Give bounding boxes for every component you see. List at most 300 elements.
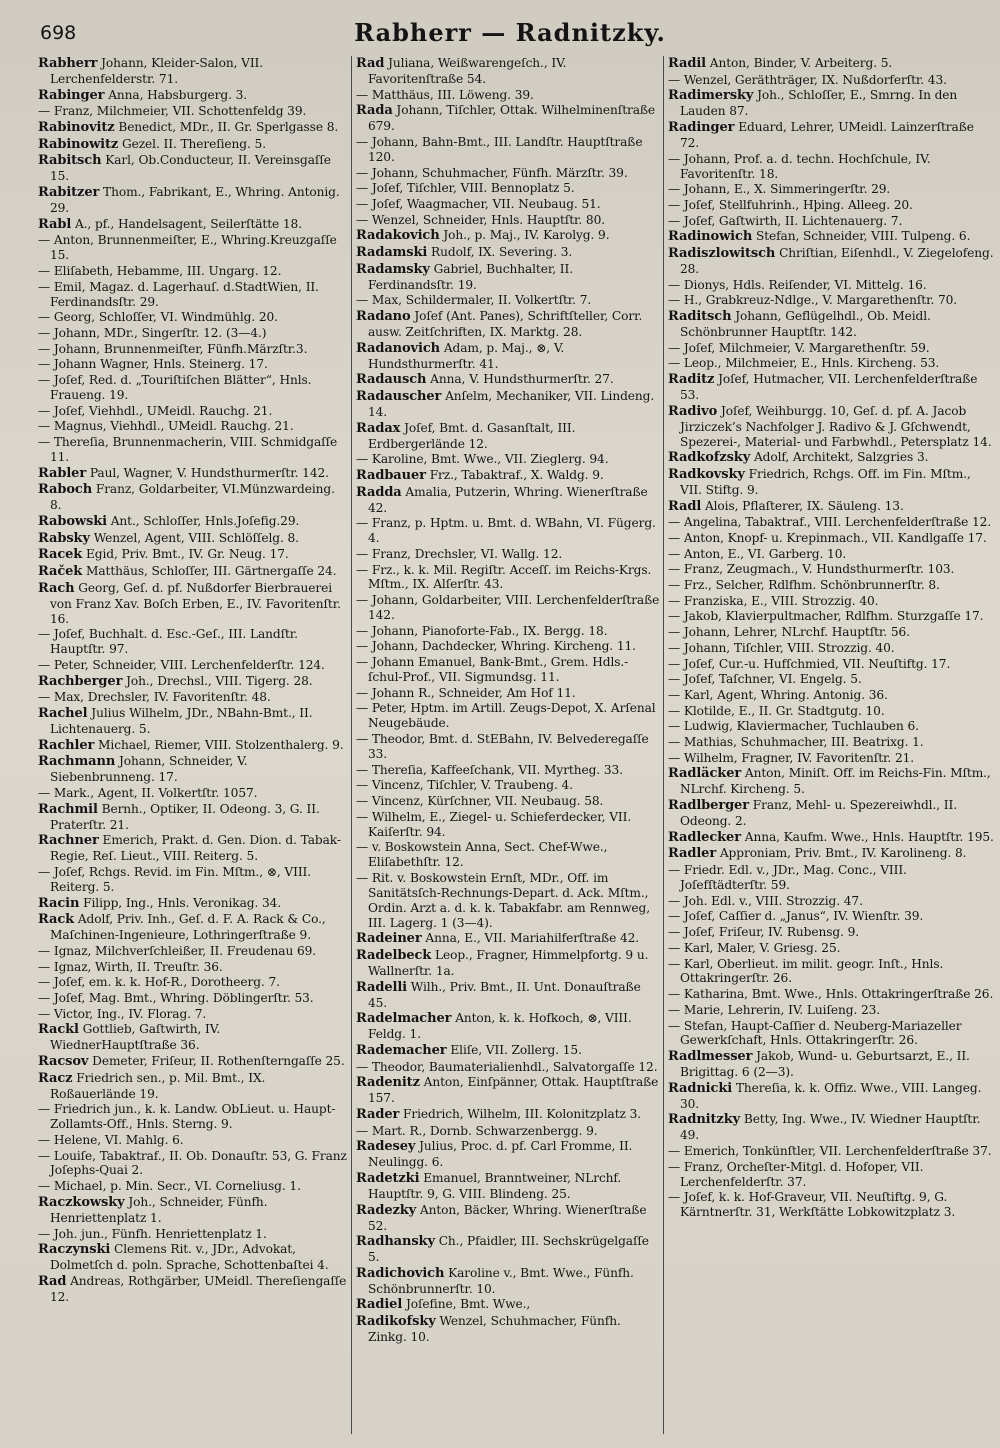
entry-details: — Frz., k. k. Mil. Regiſtr. Acceſſ. im Reichs-Krgs. Mſtm., IX. Alſerſtr. 43. xyxy=(356,562,652,592)
entry-details: Eliſe, VII. Zollerg. 15. xyxy=(450,1042,582,1057)
column-2 xyxy=(356,56,661,1434)
entry-details: Franz, Goldarbeiter, VI.Münzwardeing. 8. xyxy=(50,482,335,513)
directory-entry xyxy=(38,1071,350,1102)
entry-details: Johann, Schneider, V. Siebenbrunneng. 17. xyxy=(50,754,248,785)
entry-details: — Franz, Drechsler, VI. Wallg. 12. xyxy=(356,546,563,561)
entry-details: Julius, Proc. d. pf. Carl Fromme, II. Neulingg. 6. xyxy=(368,1139,633,1170)
directory-entry xyxy=(38,912,350,943)
entry-surname: Rademacher xyxy=(356,1042,447,1058)
entry-surname: Racz xyxy=(38,1070,73,1086)
directory-entry xyxy=(668,152,994,182)
directory-entry xyxy=(356,1171,661,1202)
entry-details: Michael, Riemer, VIII. Stolzenthalerg. 9. xyxy=(98,737,344,752)
directory-entry xyxy=(356,56,661,87)
directory-entry xyxy=(668,120,994,151)
entry-details: Frz., Tabaktraf., X. Waldg. 9. xyxy=(429,467,604,482)
entry-surname: Radikofsky xyxy=(356,1314,436,1330)
entry-details: — Johann, Pianoforte-Fab., IX. Bergg. 18. xyxy=(356,623,608,638)
directory-entry xyxy=(668,499,994,515)
page-header xyxy=(40,18,980,50)
entry-surname: Radda xyxy=(356,484,402,500)
entry-details: Karl, Ob.Conducteur, II. Vereinsgaſſe 15. xyxy=(50,153,331,184)
entry-surname: Racin xyxy=(38,895,80,911)
directory-entry xyxy=(668,341,994,356)
directory-entry xyxy=(356,624,661,639)
entry-details: Anton, k. k. Hofkoch, ⊗, VIII. Feldg. 1. xyxy=(368,1011,632,1042)
entry-details: Approniam, Priv. Bmt., IV. Karolineng. 8. xyxy=(719,846,967,861)
entry-surname: Radeiner xyxy=(356,931,422,947)
directory-entry xyxy=(668,562,994,577)
directory-entry xyxy=(356,1107,661,1123)
directory-entry xyxy=(668,450,994,466)
entry-details: Betty, Ing. Wwe., IV. Wiedner Hauptſtr. 49. xyxy=(680,1112,981,1143)
entry-details: — Joh. Edl. v., VIII. Strozzig. 47. xyxy=(668,893,863,908)
entry-details: — Rit. v. Boskowstein Ernſt, MDr., Off. im Sanitätsſch-Rechnungs-Depart. d. Ack. Mſtm., Ordin. Arzt a. d. k. k. Tabakfabr. am Rennweg, III. Lagerg. 1 (3—4). xyxy=(356,871,650,930)
directory-entry xyxy=(38,88,350,104)
entry-details: — Theodor, Bmt. d. StEBahn, IV. Belvederegaſſe 33. xyxy=(356,732,649,761)
entry-details: — Karl, Oberlieut. im milit. geogr. Inſt., Hnls. Ottakringerſtr. 26. xyxy=(668,956,944,986)
entry-details: Benedict, MDr., II. Gr. Sperlgasse 8. xyxy=(118,120,339,135)
entry-details: Joſef, Bmt. d. Gasanſtalt, III. Erdbergerlände 12. xyxy=(368,420,576,451)
entry-details: Emanuel, Branntweiner, NLrchf. Hauptſtr. 9, G. VIII. Blindeng. 25. xyxy=(368,1171,622,1201)
entry-details: — Franz, Zeugmach., V. Hundsthurmerſtr. 103. xyxy=(668,562,955,577)
entry-details: — Franz, Milchmeier, VII. Schottenfeldg 39. xyxy=(38,104,307,119)
entry-details: — Frz., Selcher, Rdlfhm. Schönbrunnerſtr. 8. xyxy=(668,578,940,593)
entry-details: Johann, Geflügelhdl., Ob. Meidl. Schönbrunner Hauptſtr. 142. xyxy=(680,309,931,339)
directory-entry xyxy=(38,104,350,119)
directory-entry xyxy=(668,925,994,940)
entry-surname: Raditz xyxy=(668,372,715,388)
directory-entry xyxy=(38,137,350,153)
directory-entry xyxy=(356,452,661,467)
entry-details: Joſefine, Bmt. Wwe., xyxy=(405,1297,531,1312)
entry-details: — Mathias, Schuhmacher, III. Beatrixg. 1. xyxy=(668,735,924,750)
entry-details: Wenzel, Schuhmacher, Fünfh. Zinkg. 10. xyxy=(368,1314,621,1345)
entry-surname: Rabitsch xyxy=(38,153,102,169)
entry-surname: Radelli xyxy=(356,979,408,995)
column-rule xyxy=(663,56,664,1434)
entry-details: — Wilhelm, E., Ziegel- u. Schieferdecker, VII. Kaiſerſtr. 94. xyxy=(356,809,632,839)
directory-entry xyxy=(668,957,994,987)
directory-entry xyxy=(356,1124,661,1139)
entry-details: — Franz, p. Hptm. u. Bmt. d. WBahn, VI. Fügerg. 4. xyxy=(356,516,656,546)
entry-details: — Wilhelm, Fragner, IV. Favoritenſtr. 21. xyxy=(668,750,915,765)
entry-details: Joſef, Hutmacher, VII. Lerchenfelderſtraße 53. xyxy=(680,372,978,402)
entry-details: — v. Boskowstein Anna, Sect. Chef-Wwe., Eliſabethſtr. 12. xyxy=(356,840,608,870)
entry-surname: Radiszlowitsch xyxy=(668,246,776,262)
entry-details: Leop., Fragner, Himmelpfortg. 9 u. Wallnerſtr. 1a. xyxy=(368,948,649,979)
directory-entry xyxy=(356,547,661,562)
directory-entry xyxy=(38,1227,350,1242)
directory-entry xyxy=(668,88,994,119)
entry-details: — Franz, Orcheſter-Mitgl. d. Hofoper, VII. Lerchenfelderſtr. 37. xyxy=(668,1159,924,1189)
entry-details: — Joſef, Milchmeier, V. Margarethenſtr. 59. xyxy=(668,340,930,355)
entry-details: — Joſef, Caſſier d. „Janus“, IV. Wienſtr. 39. xyxy=(668,909,924,924)
directory-entry xyxy=(38,944,350,959)
entry-details: — Theodor, Baumaterialienhdl., Salvatorgaſſe 12. xyxy=(356,1059,658,1074)
directory-entry xyxy=(668,278,994,293)
entry-details: Adolf, Priv. Inh., Geſ. d. F. A. Rack & Co., Maſchinen-Ingenieure, Lothringerſtraße 9. xyxy=(50,912,326,943)
entry-details: — Joſef, Cur.-u. Hufſchmied, VII. Neuſtiftg. 17. xyxy=(668,656,951,671)
entry-details: Anton, Binder, V. Arbeiterg. 5. xyxy=(709,56,893,70)
directory-entry xyxy=(356,840,661,870)
entry-surname: Radausch xyxy=(356,372,427,388)
entry-details: — Magnus, Viehhdl., UMeidl. Rauchg. 21. xyxy=(38,419,294,434)
entry-surname: Rack xyxy=(38,912,75,928)
entry-details: — Katharina, Bmt. Wwe., Hnls. Ottakringerſtraße 26. xyxy=(668,987,994,1002)
entry-details: — Wenzel, Geräthträger, IX. Nußdorferſtr. 43. xyxy=(668,72,947,87)
entry-details: — Leop., Milchmeier, E., Hnls. Kircheng. 53. xyxy=(668,356,940,371)
directory-entry xyxy=(38,514,350,530)
page-number: 698 xyxy=(40,22,77,44)
entry-details: Wilh., Priv. Bmt., II. Unt. Donauſtraße 45. xyxy=(368,979,641,1010)
directory-entry xyxy=(668,863,994,893)
entry-surname: Rad xyxy=(38,1273,67,1289)
directory-entry xyxy=(356,468,661,484)
directory-entry xyxy=(38,419,350,434)
entry-surname: Radichovich xyxy=(356,1265,445,1281)
directory-entry xyxy=(668,672,994,687)
entry-details: Andreas, Rothgärber, UMeidl. Thereſiengaſſe 12. xyxy=(50,1273,347,1304)
directory-entry xyxy=(38,1179,350,1194)
entry-details: — Mark., Agent, II. Volkertſtr. 1057. xyxy=(38,785,258,800)
directory-entry xyxy=(38,1102,350,1132)
entry-surname: Rachler xyxy=(38,737,95,753)
entry-details: — Johann, Prof. a. d. techn. Hochſchule, IV. Favoritenſtr. 18. xyxy=(668,151,931,181)
directory-entry xyxy=(668,1144,994,1159)
entry-surname: Rader xyxy=(356,1106,400,1122)
directory-entry xyxy=(356,980,661,1011)
entry-surname: Radnitzky xyxy=(668,1112,741,1128)
entry-details: — Johann R., Schneider, Am Hof 11. xyxy=(356,685,576,700)
directory-entry xyxy=(668,56,994,72)
entry-surname: Rabinger xyxy=(38,87,105,103)
directory-entry xyxy=(356,389,661,420)
entry-details: — Thereſia, Brunnenmacherin, VIII. Schmidgaſſe 11. xyxy=(38,435,338,464)
entry-details: — Stefan, Haupt-Caſſier d. Neuberg-Mariazeller Gewerkſchaft, Hnls. Ottakringerſtr. 26. xyxy=(668,1018,962,1048)
entry-surname: Rabitzer xyxy=(38,185,100,201)
entry-details: — Johann, Lehrer, NLrchf. Hauptſtr. 56. xyxy=(668,625,910,640)
directory-entry xyxy=(356,485,661,516)
entry-surname: Rachel xyxy=(38,706,88,722)
directory-entry xyxy=(668,467,994,498)
entry-surname: Rabler xyxy=(38,465,87,481)
directory-entry xyxy=(356,1075,661,1106)
entry-surname: Radesey xyxy=(356,1139,416,1155)
entry-details: Friedrich, Wilhelm, III. Kolonitzplatz 3. xyxy=(403,1106,642,1121)
entry-surname: Rackl xyxy=(38,1022,79,1038)
entry-details: — Johann, Brunnenmeiſter, Fünfh.Märzſtr.3. xyxy=(38,341,308,356)
directory-entry xyxy=(668,309,994,340)
directory-entry xyxy=(356,372,661,388)
entry-details: Anſelm, Mechaniker, VII. Lindeng. 14. xyxy=(368,388,655,419)
entry-surname: Radlmesser xyxy=(668,1049,753,1065)
entry-details: — Anton, Brunnenmeiſter, E., Whring.Kreuzgaſſe 15. xyxy=(38,233,337,263)
entry-surname: Radinger xyxy=(668,120,735,136)
entry-surname: Radax xyxy=(356,420,401,436)
directory-entry xyxy=(668,404,994,450)
entry-surname: Radinowich xyxy=(668,229,753,245)
directory-entry xyxy=(356,1266,661,1297)
directory-entry xyxy=(38,531,350,547)
entry-surname: Radauscher xyxy=(356,388,442,404)
entry-details: — Emil, Magaz. d. Lagerhauſ. d.StadtWien, II. Ferdinandsſtr. 29. xyxy=(38,279,319,309)
entry-details: — Johann, Tiſchler, VIII. Strozzig. 40. xyxy=(668,640,895,655)
entry-details: Anton, Bäcker, Whring. Wienerſtraße 52. xyxy=(368,1202,647,1233)
entry-surname: Rabl xyxy=(38,216,72,232)
directory-entry xyxy=(38,326,350,341)
directory-entry xyxy=(668,1081,994,1112)
directory-entry xyxy=(356,1203,661,1234)
directory-entry xyxy=(38,658,350,673)
entry-details: Franz, Mehl- u. Spezereiwhdl., II. Odeong. 2. xyxy=(680,798,957,828)
directory-entry xyxy=(668,198,994,213)
entry-details: Joſef (Ant. Panes), Schriftſteller, Corr. ausw. Zeitſchriften, IX. Marktg. 28. xyxy=(368,309,643,339)
directory-entry xyxy=(38,1022,350,1053)
directory-entry xyxy=(356,1234,661,1265)
directory-entry xyxy=(356,931,661,947)
directory-entry xyxy=(356,778,661,793)
entry-details: Bernh., Optiker, II. Odeong. 3, G. II. Praterſtr. 21. xyxy=(50,801,320,832)
entry-surname: Radkovsky xyxy=(668,466,745,482)
entry-surname: Radkofzsky xyxy=(668,450,751,466)
entry-surname: Radanovich xyxy=(356,340,441,356)
directory-entry xyxy=(356,639,661,654)
entry-details: — Peter, Schneider, VIII. Lerchenfelderſtr. 124. xyxy=(38,657,325,672)
directory-entry xyxy=(668,578,994,593)
entry-surname: Radler xyxy=(668,846,717,862)
entry-surname: Radl xyxy=(668,498,702,514)
entry-details: Adam, p. Maj., ⊗, V. Hundsthurmerſtr. 41. xyxy=(368,340,565,371)
entry-details: Joſef, Weihburgg. 10, Geſ. d. pf. A. Jacob Jirziczek’s Nachfolger J. Radivo & J. Gſchwendt, Spezerei-, Material- und Farbwhdl., Petersplatz 14. xyxy=(680,403,992,449)
directory-entry xyxy=(38,627,350,657)
entry-surname: Radbauer xyxy=(356,467,426,483)
directory-entry xyxy=(668,229,994,245)
entry-details: Rudolf, IX. Severing. 3. xyxy=(431,245,573,260)
directory-entry xyxy=(38,1133,350,1148)
entry-details: — Joſef, Stellfuhrinh., Hþing. Alleeg. 20. xyxy=(668,197,913,212)
directory-entry xyxy=(356,794,661,809)
directory-entry xyxy=(668,1112,994,1143)
entry-surname: Radamsky xyxy=(356,261,430,277)
entry-details: — Joſef, Tiſchler, VIII. Bennoplatz 5. xyxy=(356,181,575,196)
directory-entry xyxy=(38,865,350,895)
entry-details: Anna, V. Hundsthurmerſtr. 27. xyxy=(430,372,614,387)
entry-details: Juliana, Weißwarengeſch., IV. Favoritenſtraße 54. xyxy=(368,56,567,86)
entry-details: — Johann, E., X. Simmeringerſtr. 29. xyxy=(668,182,891,197)
entry-details: Joh., p. Maj., IV. Karolyg. 9. xyxy=(443,228,610,243)
directory-entry xyxy=(356,245,661,261)
directory-entry xyxy=(668,641,994,656)
directory-entry xyxy=(668,609,994,624)
entry-details: Friedrich, Rchgs. Off. im Fin. Mſtm., VII. Stiftg. 9. xyxy=(680,466,971,497)
entry-surname: Rada xyxy=(356,103,393,119)
entry-details: Demeter, Friſeur, II. Rothenſterngaſſe 25. xyxy=(92,1053,345,1068)
directory-entry xyxy=(38,1242,350,1273)
directory-entry xyxy=(668,751,994,766)
entry-surname: Radelmacher xyxy=(356,1011,452,1027)
entry-details: Anna, Kaufm. Wwe., Hnls. Hauptſtr. 195. xyxy=(744,829,994,844)
entry-surname: Raboch xyxy=(38,482,93,498)
entry-surname: Rabinowitz xyxy=(38,136,119,152)
entry-surname: Radakovich xyxy=(356,228,440,244)
columns xyxy=(38,56,994,1434)
entry-details: — Jakob, Klavierpultmacher, Rdlfhm. Sturzgaſſe 17. xyxy=(668,609,984,624)
entry-details: Chriſtian, Eiſenhdl., V. Ziegelofeng. 28. xyxy=(680,246,994,276)
entry-details: — Thereſia, Kaffeeſchank, VII. Myrtheg. 33. xyxy=(356,762,623,777)
directory-entry xyxy=(38,706,350,737)
directory-entry xyxy=(356,871,661,931)
entry-details: Friedrich sen., p. Mil. Bmt., IX. Roßauerlände 19. xyxy=(50,1070,266,1101)
entry-details: — Joſef, em. k. k. Hof-R., Dorotheerg. 7. xyxy=(38,975,280,990)
entry-surname: Raček xyxy=(38,564,83,580)
entry-details: — Angelina, Tabaktraf., VIII. Lerchenfelderſtraße 12. xyxy=(668,515,992,530)
entry-surname: Radamski xyxy=(356,245,428,261)
directory-entry xyxy=(668,214,994,229)
directory-entry xyxy=(38,1274,350,1305)
entry-details: Anton, Einſpänner, Ottak. Hauptſtraße 157. xyxy=(368,1075,659,1106)
directory-entry xyxy=(38,896,350,912)
entry-details: — Emerich, Tonkünſtler, VII. Lerchenfelderſtraße 37. xyxy=(668,1143,992,1158)
directory-entry xyxy=(356,262,661,293)
entry-details: Gezel. II. Thereſieng. 5. xyxy=(121,136,266,151)
directory-entry xyxy=(668,894,994,909)
directory-entry xyxy=(38,404,350,419)
entry-details: Amalia, Putzerin, Whring. Wienerſtraße 42. xyxy=(368,484,648,515)
entry-details: Wenzel, Agent, VIII. Schlöſſelg. 8. xyxy=(93,530,299,545)
entry-surname: Radil xyxy=(668,56,706,71)
entry-surname: Rabowski xyxy=(38,514,107,530)
entry-details: — Vincenz, Kürſchner, VII. Neubaug. 58. xyxy=(356,794,604,809)
directory-entry xyxy=(668,830,994,846)
entry-surname: Raditsch xyxy=(668,309,732,325)
directory-entry xyxy=(668,941,994,956)
directory-entry xyxy=(38,466,350,482)
directory-entry xyxy=(38,310,350,325)
entry-details: — Johann, Dachdecker, Whring. Kircheng. 11. xyxy=(356,639,636,654)
directory-entry xyxy=(38,1007,350,1022)
entry-details: Anna, E., VII. Mariahilferſtraße 42. xyxy=(425,931,640,946)
entry-surname: Radetzki xyxy=(356,1171,420,1186)
entry-details: — Joh. jun., Fünfh. Henriettenplatz 1. xyxy=(38,1226,267,1241)
directory-entry xyxy=(38,754,350,785)
entry-details: Eduard, Lehrer, UMeidl. Lainzerſtraße 72. xyxy=(680,120,974,150)
entry-details: — Karl, Agent, Whring. Antonig. 36. xyxy=(668,687,888,702)
entry-details: — Mart. R., Dornb. Schwarzenbergg. 9. xyxy=(356,1123,598,1138)
entry-surname: Radlecker xyxy=(668,829,741,845)
directory-entry xyxy=(356,309,661,340)
entry-details: — Max, Drechsler, IV. Favoritenſtr. 48. xyxy=(38,690,271,705)
entry-details: — Victor, Ing., IV. Florag. 7. xyxy=(38,1006,207,1021)
entry-details: Joh., Schloſſer, E., Smrng. In den Lauden 87. xyxy=(680,88,958,119)
directory-entry xyxy=(38,482,350,513)
entry-surname: Radläcker xyxy=(668,766,742,782)
entry-details: — Helene, VI. Mahlg. 6. xyxy=(38,1132,184,1147)
directory-entry xyxy=(356,763,661,778)
entry-details: Karoline v., Bmt. Wwe., Fünfh. Schönbrunnerſtr. 10. xyxy=(368,1265,634,1296)
directory-entry xyxy=(38,786,350,801)
entry-surname: Rabherr xyxy=(38,56,98,71)
directory-entry xyxy=(356,1297,661,1313)
directory-entry xyxy=(356,732,661,762)
directory-entry xyxy=(668,766,994,797)
entry-details: Alois, Pflaſterer, IX. Säuleng. 13. xyxy=(704,498,904,513)
directory-entry xyxy=(38,357,350,372)
directory-entry xyxy=(356,655,661,685)
entry-details: — Friedr. Edl. v., JDr., Mag. Conc., VIII. Joſefſtädterſtr. 59. xyxy=(668,863,907,892)
entry-surname: Radezky xyxy=(356,1202,417,1218)
directory-entry xyxy=(356,103,661,134)
entry-details: — Joſef, Rchgs. Revid. im Fin. Mſtm., ⊗, VIII. Reiterg. 5. xyxy=(38,864,312,894)
directory-entry xyxy=(668,625,994,640)
entry-details: Anna, Habsburgerg. 3. xyxy=(108,87,248,102)
entry-details: — Peter, Hptm. im Artill. Zeugs-Depot, X. Arſenal Neugebäude. xyxy=(356,701,656,731)
directory-entry xyxy=(356,421,661,452)
entry-surname: Rachner xyxy=(38,833,99,849)
directory-entry xyxy=(38,1054,350,1070)
directory-entry xyxy=(356,166,661,181)
entry-details: — Franziska, E., VIII. Strozzig. 40. xyxy=(668,593,879,608)
entry-details: — Joſef, Gaſtwirth, II. Lichtenauerg. 7. xyxy=(668,213,903,228)
directory-entry xyxy=(668,246,994,277)
directory-entry xyxy=(668,1160,994,1190)
directory-entry xyxy=(38,564,350,580)
directory-entry xyxy=(38,373,350,403)
entry-surname: Rachberger xyxy=(38,673,123,689)
entry-details: Joh., Drechsl., VIII. Tigerg. 28. xyxy=(126,673,313,688)
directory-entry xyxy=(668,1019,994,1049)
entry-details: Matthäus, Schloſſer, III. Gärtnergaſſe 24. xyxy=(86,564,337,579)
directory-entry xyxy=(38,435,350,465)
entry-details: — Joſef, Buchhalt. d. Esc.-Geſ., III. Landſtr. Hauptſtr. 97. xyxy=(38,627,298,657)
directory-entry xyxy=(356,701,661,731)
entry-details: — Louiſe, Tabaktraf., II. Ob. Donauſtr. 53, G. Franz Joſephs-Quai 2. xyxy=(38,1148,347,1178)
entry-details: — Joſef, Waagmacher, VII. Neubaug. 51. xyxy=(356,196,601,211)
entry-surname: Rabinovitz xyxy=(38,120,115,136)
entry-details: — Karoline, Bmt. Wwe., VII. Zieglerg. 94. xyxy=(356,452,609,467)
directory-entry xyxy=(356,341,661,372)
directory-entry xyxy=(38,120,350,136)
directory-entry xyxy=(356,516,661,546)
directory-entry xyxy=(356,948,661,979)
directory-entry xyxy=(38,56,350,87)
entry-details: Thom., Fabrikant, E., Whring. Antonig. 29. xyxy=(50,185,340,215)
directory-entry xyxy=(356,181,661,196)
entry-details: — Wenzel, Schneider, Hnls. Hauptſtr. 80. xyxy=(356,212,606,227)
entry-details: Emerich, Prakt. d. Gen. Dion. d. Tabak-Regie, Reſ. Lieut., VIII. Reiterg. 5. xyxy=(50,833,341,864)
entry-details: Ant., Schloſſer, Hnls.Joſefig.29. xyxy=(110,514,300,529)
directory-entry xyxy=(668,356,994,371)
directory-entry xyxy=(38,674,350,690)
directory-entry xyxy=(668,1190,994,1220)
entry-surname: Raczkowsky xyxy=(38,1194,125,1210)
directory-entry xyxy=(356,810,661,840)
entry-details: — Max, Schildermaler, II. Volkertſtr. 7. xyxy=(356,293,592,308)
directory-entry xyxy=(38,975,350,990)
entry-surname: Radenitz xyxy=(356,1075,420,1091)
directory-entry xyxy=(38,153,350,184)
directory-entry xyxy=(668,735,994,750)
entry-details: — Anton, Knopf- u. Krepinmach., VII. Kandlgaſſe 17. xyxy=(668,530,987,545)
entry-details: — Johann, Goldarbeiter, VIII. Lerchenfelderſtraße 142. xyxy=(356,593,660,623)
entry-surname: Radhansky xyxy=(356,1234,435,1250)
entry-details: — Karl, Maler, V. Griesg. 25. xyxy=(668,940,841,955)
directory-entry xyxy=(668,73,994,88)
entry-details: A., pf., Handelsagent, Seilerſtätte 18. xyxy=(74,216,302,231)
entry-details: — Ignaz, Wirth, II. Treuſtr. 36. xyxy=(38,959,223,974)
entry-details: Egid, Priv. Bmt., IV. Gr. Neug. 17. xyxy=(86,547,289,562)
directory-entry xyxy=(668,372,994,403)
